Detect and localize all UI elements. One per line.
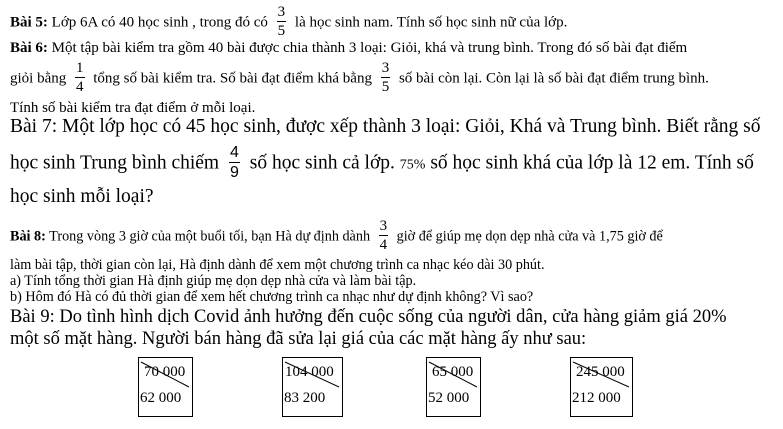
price-tag-3 <box>426 357 481 417</box>
old-price: 70 000 <box>144 364 186 380</box>
bai9-line2: một số mặt hàng. Người bán hàng đã sửa lại giá của các mặt hàng ấy như sau: <box>10 329 587 349</box>
bai9-line1: Bài 9: Do tình hình dịch Covid ảnh hưởng đến cuộc sống của người dân, cửa hàng giảm giá 20% <box>10 307 727 327</box>
bai8-line1: Bài 8: Trong vòng 3 giờ của một buổi tối, bạn Hà dự định dành $\frac{3}{4}$ giờ để giúp mẹ dọn dẹp nhà cửa và 1,75 giờ để <box>10 218 663 253</box>
bai8-part-a: a) Tính tổng thời gian Hà định giúp mẹ dọn dẹp nhà cửa và làm bài tập. <box>10 273 417 289</box>
bai7-line2: học sinh Trung bình chiếm $\frac{4}{9}$ số học sinh cả lớp. 75% số học sinh khá của lớp là 12 em. Tính số <box>10 144 754 181</box>
bai8-line2: làm bài tập, thời gian còn lại, Hà định dành để xem một chương trình ca nhạc kéo dài 30 phút. <box>10 257 545 273</box>
bai7-fraction: $\frac{4}{9}$ <box>229 144 239 181</box>
price-tag-2 <box>282 357 343 417</box>
old-price: 104 000 <box>285 364 334 380</box>
bai8-label: Bài 8: <box>10 228 46 245</box>
bai6-fraction-2: $\frac{3}{5}$ <box>381 60 390 95</box>
bai7-line3: học sinh mỗi loại? <box>10 186 154 207</box>
new-price: 212 000 <box>572 390 621 406</box>
bai6-fraction-1: $\frac{1}{4}$ <box>76 60 84 95</box>
new-price: 83 200 <box>284 390 326 406</box>
bai6-label: Bài 6: <box>10 40 48 56</box>
bai6-line1: Bài 6: Một tập bài kiểm tra gồm 40 bài được chia thành 3 loại: Giỏi, khá và trung bình. Trong đó số bài đạt điểm <box>10 40 688 56</box>
bai6-line2: giỏi bằng $\frac{1}{4}$ tổng số bài kiểm tra. Số bài đạt điểm khá bằng $\frac{3}{5}$ số bài còn lại. Còn lại là số bài đạt điểm trung bình. <box>10 60 709 95</box>
bai5-label: Bài 5: <box>10 14 48 31</box>
strikethrough-line-icon <box>139 358 192 416</box>
strikethrough-line-icon <box>283 358 342 416</box>
strikethrough-line-icon <box>427 358 480 416</box>
price-tag-4 <box>570 357 633 417</box>
strikethrough-line-icon <box>571 358 632 416</box>
bai5-fraction: $\frac{3}{5}$ <box>277 4 286 39</box>
bai5-text-after: là học sinh nam. Tính số học sinh nữ của lớp. <box>294 14 568 31</box>
new-price: 52 000 <box>428 390 470 406</box>
old-price: 65 000 <box>432 364 474 380</box>
old-price: 245 000 <box>576 364 625 380</box>
new-price: 62 000 <box>140 390 182 406</box>
bai5-text-before: Lớp 6A có 40 học sinh , trong đó có <box>51 14 268 31</box>
bai6-line3: Tính số bài kiểm tra đạt điểm ở mỗi loại. <box>10 100 256 116</box>
bai5-problem <box>10 6 567 40</box>
bai7-percent: 75% <box>399 157 426 173</box>
bai8-part-b: b) Hôm đó Hà có đủ thời gian để xem hết chương trình ca nhạc như dự định không? Vì sao? <box>10 289 534 305</box>
price-tag-1 <box>138 357 193 417</box>
bai8-fraction: $\frac{3}{4}$ <box>379 218 388 253</box>
bai7-line1: Bài 7: Một lớp học có 45 học sinh, được xếp thành 3 loại: Giỏi, Khá và Trung bình. Biết rằng số <box>10 116 761 137</box>
